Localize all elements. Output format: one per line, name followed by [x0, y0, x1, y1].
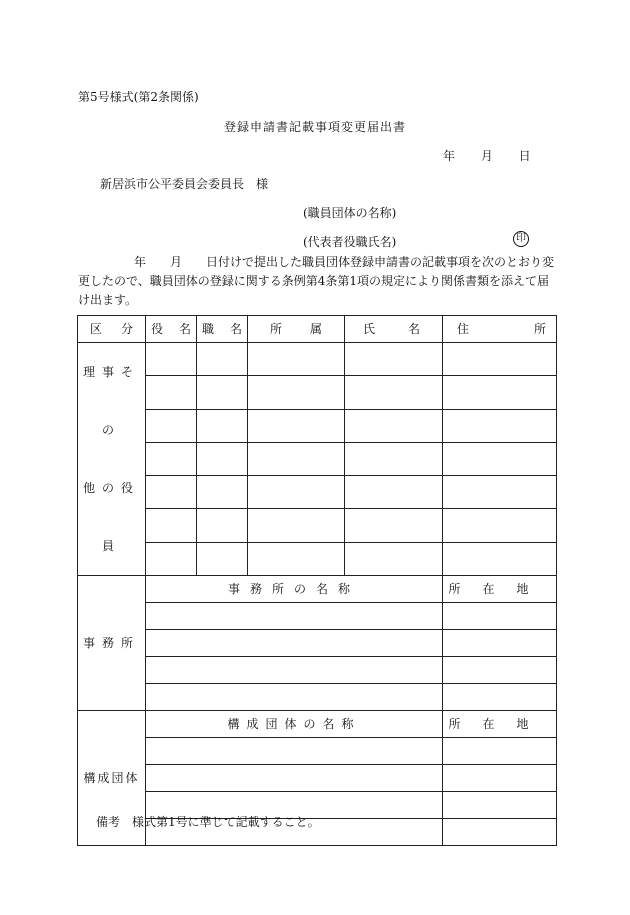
officer-affiliation-cell[interactable]	[248, 409, 345, 442]
representative-name-label: (代表者役職氏名)	[303, 235, 397, 249]
table-row	[78, 343, 557, 376]
officer-address-cell[interactable]	[443, 542, 557, 575]
officer-position-cell[interactable]	[146, 409, 197, 442]
section-officers: 理事その 他の役員	[78, 343, 146, 576]
member-name-cell[interactable]	[146, 765, 443, 792]
officer-name-cell[interactable]	[345, 542, 443, 575]
officer-job-title-cell[interactable]	[197, 343, 248, 376]
header-name: 氏 名	[345, 316, 443, 343]
officer-name-cell[interactable]	[345, 442, 443, 475]
member-location-cell[interactable]	[443, 765, 557, 792]
officer-job-title-cell[interactable]	[197, 376, 248, 409]
officer-job-title-cell[interactable]	[197, 409, 248, 442]
officer-address-cell[interactable]	[443, 376, 557, 409]
officer-job-title-cell[interactable]	[197, 509, 248, 542]
officer-position-cell[interactable]	[146, 509, 197, 542]
header-affiliation: 所 属	[248, 316, 345, 343]
document-title: 登録申請書記載事項変更届出書	[223, 120, 406, 134]
table-row	[78, 738, 557, 765]
officer-position-cell[interactable]	[146, 542, 197, 575]
officer-affiliation-cell[interactable]	[248, 509, 345, 542]
table-row	[78, 765, 557, 792]
office-location-header: 所在地	[443, 576, 557, 603]
officer-position-cell[interactable]	[146, 442, 197, 475]
org-name-label: (職員団体の名称)	[303, 206, 397, 220]
officer-position-cell[interactable]	[146, 343, 197, 376]
officer-name-cell[interactable]	[345, 376, 443, 409]
officer-name-cell[interactable]	[345, 509, 443, 542]
table-row	[78, 684, 557, 711]
member-header-row	[78, 711, 557, 738]
table-header-row	[78, 316, 557, 343]
form-number: 第5号様式(第2条関係)	[78, 90, 199, 104]
office-location-cell[interactable]	[443, 657, 557, 684]
officer-address-cell[interactable]	[443, 409, 557, 442]
officer-affiliation-cell[interactable]	[248, 542, 345, 575]
office-name-cell[interactable]	[146, 657, 443, 684]
office-name-cell[interactable]	[146, 603, 443, 630]
member-location-header: 所在地	[443, 711, 557, 738]
office-location-cell[interactable]	[443, 603, 557, 630]
officer-address-cell[interactable]	[443, 442, 557, 475]
officer-affiliation-cell[interactable]	[248, 442, 345, 475]
table-row	[78, 630, 557, 657]
table-row	[78, 603, 557, 630]
officer-affiliation-cell[interactable]	[248, 343, 345, 376]
table-row	[78, 442, 557, 475]
officer-name-cell[interactable]	[345, 343, 443, 376]
officer-job-title-cell[interactable]	[197, 476, 248, 509]
addressee: 新居浜市公平委員会委員長 様	[100, 177, 269, 191]
member-name-header: 構成団体の名称	[146, 711, 443, 738]
officer-name-cell[interactable]	[345, 409, 443, 442]
member-location-cell[interactable]	[443, 792, 557, 819]
officer-name-cell[interactable]	[345, 476, 443, 509]
section-office: 事務所	[78, 576, 146, 711]
table-row	[78, 657, 557, 684]
office-location-cell[interactable]	[443, 684, 557, 711]
officer-address-cell[interactable]	[443, 509, 557, 542]
officer-affiliation-cell[interactable]	[248, 376, 345, 409]
office-name-header: 事務所の名称	[146, 576, 443, 603]
table-row	[78, 409, 557, 442]
change-notification-table	[77, 315, 557, 846]
section-member-orgs: 構成団体	[78, 711, 146, 846]
officer-position-cell[interactable]	[146, 376, 197, 409]
office-name-cell[interactable]	[146, 630, 443, 657]
table-row	[78, 542, 557, 575]
member-location-cell[interactable]	[443, 738, 557, 765]
office-header-row	[78, 576, 557, 603]
officer-affiliation-cell[interactable]	[248, 476, 345, 509]
officer-address-cell[interactable]	[443, 343, 557, 376]
officer-job-title-cell[interactable]	[197, 442, 248, 475]
member-name-cell[interactable]	[146, 738, 443, 765]
remarks: 備考 様式第1号に準じて記載すること。	[96, 815, 320, 829]
header-address: 住 所	[443, 316, 557, 343]
table-row	[78, 476, 557, 509]
table-row	[78, 509, 557, 542]
date-line: 年 月 日	[443, 149, 531, 163]
body-text: 年 月 日付けで提出した職員団体登録申請書の記載事項を次のとおり変更したので、職員団体の登録に関する条例第4条第1項の規定により関係書類を添えて届け出ます。	[78, 255, 555, 307]
officer-address-cell[interactable]	[443, 476, 557, 509]
office-location-cell[interactable]	[443, 630, 557, 657]
office-name-cell[interactable]	[146, 684, 443, 711]
header-job-title: 職 名	[197, 316, 248, 343]
member-location-cell[interactable]	[443, 819, 557, 846]
seal-mark: 印	[513, 231, 529, 247]
officer-position-cell[interactable]	[146, 476, 197, 509]
header-position: 役 名	[146, 316, 197, 343]
header-category: 区 分	[78, 316, 146, 343]
table-row	[78, 376, 557, 409]
officer-job-title-cell[interactable]	[197, 542, 248, 575]
